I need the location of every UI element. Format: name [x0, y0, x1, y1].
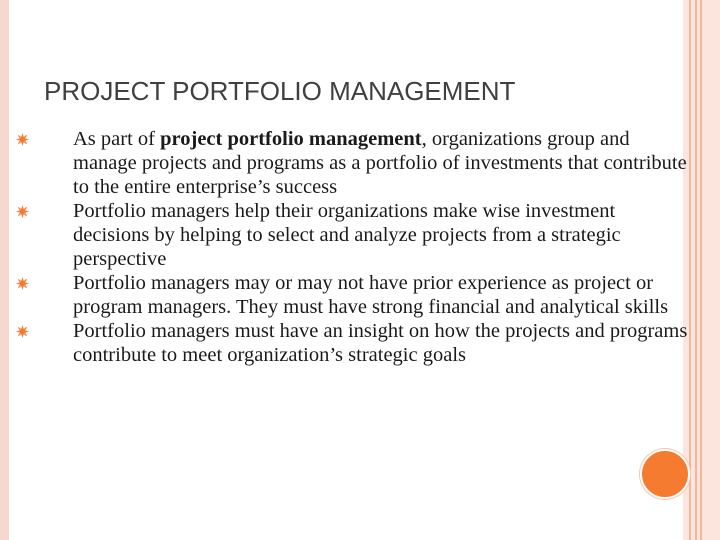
- star-pinwheel-icon: [16, 205, 29, 218]
- bullet-item: [73, 271, 693, 319]
- slide-title: PROJECT PORTFOLIO MANAGEMENT: [44, 76, 516, 106]
- slide-frame-left: [0, 0, 9, 540]
- bullet-text-post: , organizations group and manage projects and programs as a portfolio of investments that contribute to the entire enterprise’s success: [73, 128, 687, 198]
- frame-line: [700, 0, 702, 540]
- star-pinwheel-icon: [16, 277, 29, 290]
- bullet-item: [73, 127, 693, 199]
- bullet-text-pre: As part of: [73, 128, 161, 150]
- frame-line: [695, 0, 697, 540]
- bullet-item: [73, 199, 693, 271]
- bullet-text: Portfolio managers must have an insight on how the projects and programs contribute to meet organization’s strategic goals: [73, 320, 688, 366]
- bullet-text: Portfolio managers may or may not have prior experience as project or program managers. They must have strong financial and analytical skills: [73, 272, 669, 318]
- bullet-text: Portfolio managers help their organizations make wise investment decisions by helping to select and analyze projects from a strategic perspective: [73, 200, 621, 270]
- bullet-list: [73, 127, 693, 367]
- star-pinwheel-icon: [16, 133, 29, 146]
- bullet-item: [73, 319, 693, 367]
- star-pinwheel-icon: [16, 325, 29, 338]
- decorative-circle: [640, 449, 690, 499]
- bullet-text-bold: project portfolio management: [160, 128, 422, 150]
